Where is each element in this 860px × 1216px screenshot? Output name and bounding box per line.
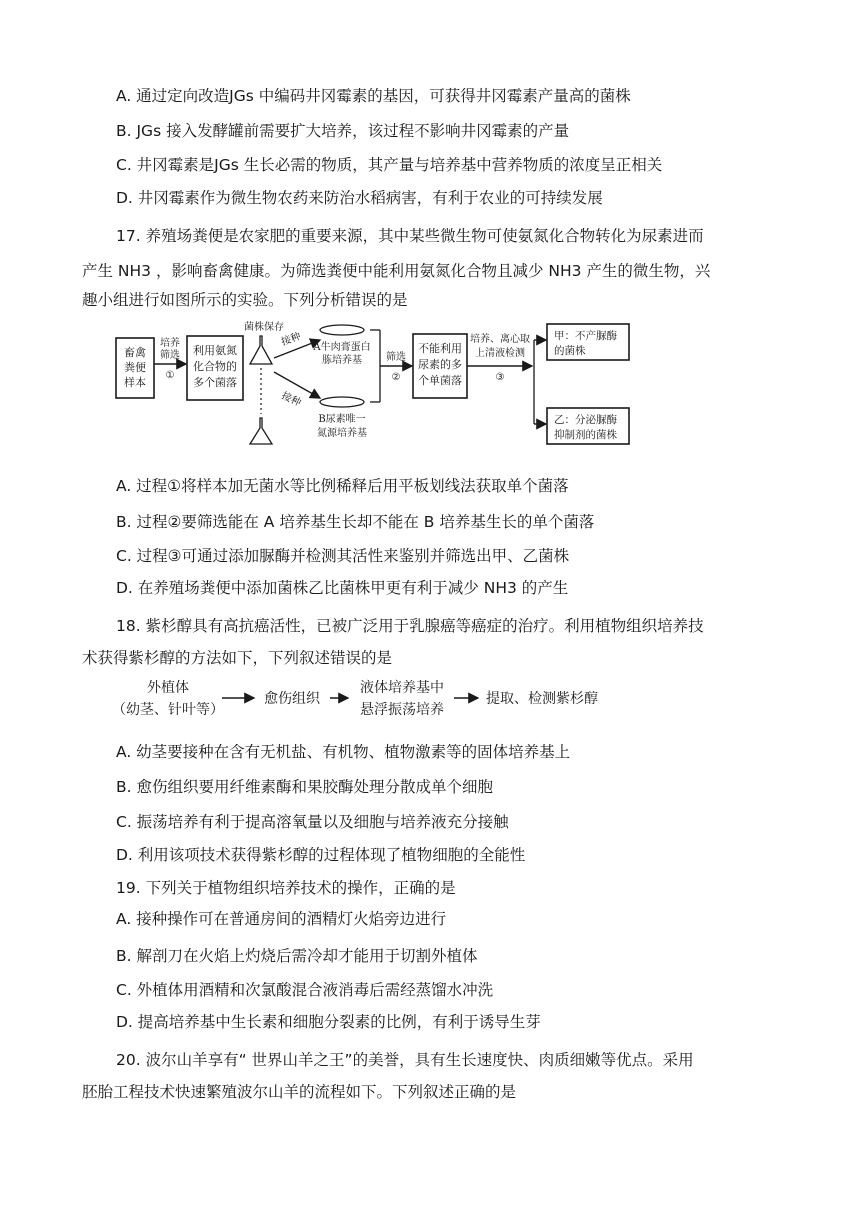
- flow-step-1-line-2: （幼茎、针叶等）: [118, 702, 224, 718]
- single-colony-line-3: 个单菌落: [418, 374, 462, 387]
- q16-option-b: B. JGs 接入发酵罐前需要扩大培养，该过程不影响井冈霉素的产量: [116, 122, 570, 140]
- medium-a-line-2: 胨培养基: [322, 355, 362, 366]
- result-a-line-1: 甲：不产脲酶: [554, 330, 617, 342]
- medium-a-line-1: A牛肉膏蛋白: [313, 342, 371, 353]
- q17-option-a: A. 过程①将样本加无菌水等比例稀释后用平板划线法获取单个菌落: [116, 477, 569, 495]
- single-colony-line-2: 尿素的多: [418, 358, 462, 371]
- result-a-line-2: 的菌株: [554, 345, 586, 357]
- inoculate-arrow-bottom: [274, 372, 320, 398]
- colonies-box-line-3: 多个菌落: [193, 376, 237, 389]
- medium-b-line-1: B尿素唯一: [318, 414, 366, 425]
- single-colony-line-1: 不能利用: [418, 342, 462, 355]
- plate-b-icon: [320, 397, 364, 407]
- q18-stem-line-1: 18. 紫杉醇具有高抗癌活性，已被广泛用于乳腺癌等癌症的治疗。利用植物组织培养技: [116, 617, 704, 635]
- medium-b-line-2: 氮源培养基: [317, 428, 367, 439]
- q16-option-a: A. 通过定向改造JGs 中编码井冈霉素的基因，可获得井冈霉素产量高的菌株: [116, 87, 631, 105]
- q17-stem-line-3: 趣小组进行如图所示的实验。下列分析错误的是: [82, 291, 408, 309]
- inoculate-bottom-label: 接种: [279, 390, 303, 409]
- flow-step-3-line-1: 液体培养基中: [360, 680, 444, 696]
- q17-stem-line-1: 17. 养殖场粪便是农家肥的重要来源，其中某些微生物可使氨氮化合物转化为尿素进而: [116, 227, 704, 245]
- q16-option-c: C. 井冈霉素是JGs 生长必需的物质，其产量与培养基中营养物质的浓度呈正相关: [116, 156, 663, 174]
- q20-stem-line-1: 20. 波尔山羊享有“ 世界山羊之王”的美誉，具有生长速度快、肉质细嫩等优点。采用: [116, 1051, 694, 1069]
- q18-flow-diagram: [118, 676, 618, 722]
- flow-step-1-line-1: 外植体: [147, 680, 189, 696]
- arrow-3-label-2: 上清液检测: [475, 348, 525, 359]
- q19-stem: 19. 下列关于植物组织培养技术的操作，正确的是: [116, 879, 456, 897]
- inoculate-top-label: 接种: [279, 331, 303, 349]
- arrow-3-label-1: 培养、离心取: [470, 334, 530, 345]
- q18-option-c: C. 振荡培养有利于提高溶氧量以及细胞与培养液充分接触: [116, 813, 509, 831]
- flow-step-3-line-2: 悬浮振荡培养: [360, 702, 444, 718]
- q17-option-c: C. 过程③可通过添加脲酶并检测其活性来鉴别并筛选出甲、乙菌株: [116, 547, 570, 565]
- q19-option-b: B. 解剖刀在火焰上灼烧后需冷却才能用于切割外植体: [116, 947, 478, 965]
- q19-option-a: A. 接种操作可在普通房间的酒精灯火焰旁边进行: [116, 910, 447, 928]
- q19-option-c: C. 外植体用酒精和次氯酸混合液消毒后需经蒸馏水冲洗: [116, 981, 494, 999]
- arrow-1-label-2: 筛选: [160, 350, 180, 361]
- q18-stem-line-2: 术获得紫杉醇的方法如下，下列叙述错误的是: [82, 649, 393, 667]
- arrow-1-label-1: 培养: [160, 338, 180, 349]
- q17-option-d: D. 在养殖场粪便中添加菌株乙比菌株甲更有利于减少 NH3 的产生: [116, 579, 569, 597]
- q18-option-d: D. 利用该项技术获得紫杉醇的过程体现了植物细胞的全能性: [116, 846, 526, 864]
- q18-option-b: B. 愈伤组织要用纤维素酶和果胶酶处理分散成单个细胞: [116, 778, 493, 796]
- sample-box-line-2: 粪便: [124, 361, 146, 374]
- flask-top: [250, 336, 272, 364]
- sample-box-line-1: 畜禽: [124, 346, 146, 359]
- colonies-box-line-2: 化合物的: [193, 360, 237, 373]
- result-b-line-1: 乙：分泌脲酶: [554, 414, 617, 426]
- q17-option-b: B. 过程②要筛选能在 A 培养基生长却不能在 B 培养基生长的单个菌落: [116, 513, 595, 531]
- arrow-3-label-3: ③: [495, 372, 505, 383]
- q16-option-d: D. 井冈霉素作为微生物农药来防治水稻病害，有利于农业的可持续发展: [116, 189, 603, 207]
- q17-experiment-diagram: [114, 318, 654, 458]
- sample-box-line-3: 样本: [124, 376, 146, 389]
- plate-a-icon: [320, 325, 364, 335]
- screen-step: ②: [391, 372, 401, 383]
- flow-step-2: 愈伤组织: [264, 691, 320, 707]
- q19-option-d: D. 提高培养基中生长素和细胞分裂素的比例，有利于诱导生芽: [116, 1013, 541, 1031]
- preserve-label: 菌株保存: [244, 322, 284, 333]
- result-b-line-2: 抑制剂的菌株: [554, 429, 617, 441]
- q17-stem-line-2: 产生 NH3 ，影响畜禽健康。为筛选粪便中能利用氨氮化合物且减少 NH3 产生的微生物，兴: [82, 262, 711, 280]
- q18-option-a: A. 幼茎要接种在含有无机盐、有机物、植物激素等的固体培养基上: [116, 743, 571, 761]
- arrow-1-label-3: ①: [165, 370, 175, 381]
- colonies-box-line-1: 利用氨氮: [193, 344, 237, 357]
- q20-stem-line-2: 胚胎工程技术快速繁殖波尔山羊的流程如下。下列叙述正确的是: [82, 1083, 517, 1101]
- screen-label: 筛选: [386, 352, 406, 363]
- flask-bottom: [250, 418, 272, 444]
- flow-step-4: 提取、检测紫杉醇: [486, 691, 598, 707]
